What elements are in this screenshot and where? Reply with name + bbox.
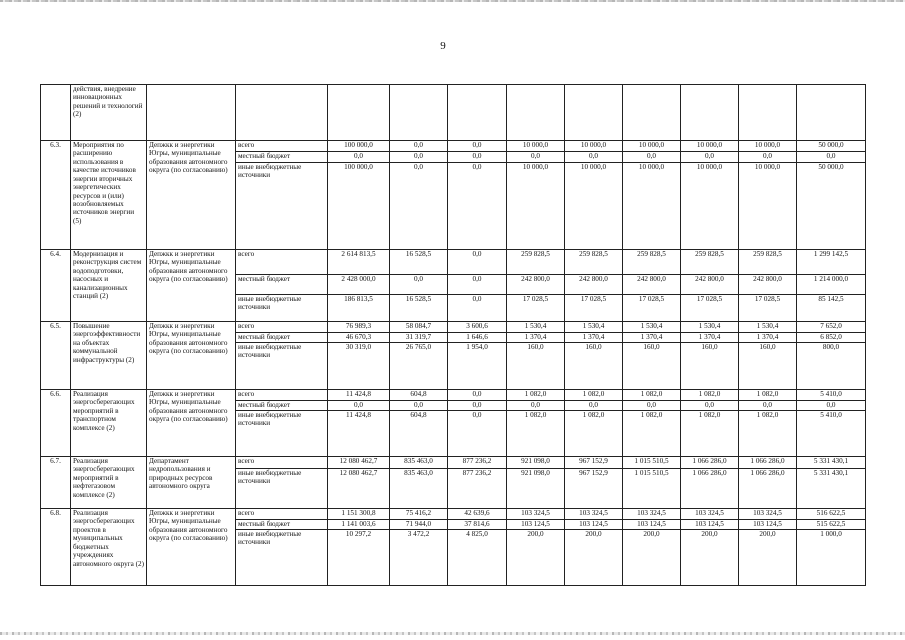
funding-source: иные внебюджетные источники — [236, 530, 328, 586]
amount-cell: 1 214 000,0 — [797, 275, 866, 295]
amount-cell: 515 622,5 — [797, 520, 866, 530]
amount-cell: 0,0 — [739, 152, 797, 163]
amount-cell: 1 015 510,5 — [623, 469, 681, 509]
measure-name: Реализация энергосберегающих проектов в муниципальных бюджетных учреждениях автономного округа (2) — [71, 509, 147, 586]
amount-cell: 242 800,0 — [507, 275, 565, 295]
executor — [147, 85, 236, 141]
amount-cell: 0,0 — [565, 401, 623, 411]
amount-cell: 160,0 — [507, 343, 565, 390]
amount-cell: 37 814,6 — [448, 520, 507, 530]
amount-cell: 259 828,5 — [623, 250, 681, 275]
amount-cell: 10 000,0 — [739, 141, 797, 152]
amount-cell: 42 639,6 — [448, 509, 507, 520]
amount-cell: 1 082,0 — [565, 390, 623, 401]
funding-source: всего — [236, 322, 328, 333]
table-row — [41, 141, 866, 152]
amount-cell: 103 124,5 — [507, 520, 565, 530]
amount-cell: 100 000,0 — [328, 141, 390, 152]
amount-cell: 200,0 — [507, 530, 565, 586]
amount-cell: 1 000,0 — [797, 530, 866, 586]
measure-name: Мероприятия по расширению использования в качестве источников энергии вторичных энергетических ресурсов и (или) возобновляемых источников энергии (5) — [71, 141, 147, 250]
amount-cell: 76 989,3 — [328, 322, 390, 333]
table-row — [41, 250, 866, 275]
amount-cell: 835 463,0 — [390, 457, 448, 469]
amount-cell: 1 082,0 — [507, 411, 565, 457]
amount-cell: 103 324,5 — [739, 509, 797, 520]
amount-cell: 10 000,0 — [739, 163, 797, 250]
amount-cell: 17 028,5 — [623, 295, 681, 322]
amount-cell: 0,0 — [390, 141, 448, 152]
amount-cell — [681, 85, 739, 141]
amount-cell: 2 614 813,5 — [328, 250, 390, 275]
scan-edge-bottom — [0, 632, 905, 635]
amount-cell: 1 954,0 — [448, 343, 507, 390]
amount-cell: 1 299 142,5 — [797, 250, 866, 275]
amount-cell: 85 142,5 — [797, 295, 866, 322]
amount-cell: 0,0 — [623, 152, 681, 163]
amount-cell: 1 370,4 — [507, 333, 565, 343]
amount-cell: 259 828,5 — [565, 250, 623, 275]
funding-source: всего — [236, 141, 328, 152]
amount-cell: 103 324,5 — [565, 509, 623, 520]
amount-cell: 103 124,5 — [623, 520, 681, 530]
amount-cell: 921 098,0 — [507, 469, 565, 509]
amount-cell: 75 416,2 — [390, 509, 448, 520]
amount-cell: 10 000,0 — [681, 141, 739, 152]
amount-cell: 103 324,5 — [507, 509, 565, 520]
amount-cell: 71 944,0 — [390, 520, 448, 530]
amount-cell: 1 530,4 — [739, 322, 797, 333]
amount-cell: 0,0 — [623, 401, 681, 411]
amount-cell: 103 324,5 — [623, 509, 681, 520]
amount-cell: 5 410,0 — [797, 411, 866, 457]
amount-cell: 17 028,5 — [681, 295, 739, 322]
amount-cell: 160,0 — [739, 343, 797, 390]
amount-cell: 0,0 — [739, 401, 797, 411]
amount-cell: 0,0 — [681, 401, 739, 411]
item-number — [41, 85, 71, 141]
table-row — [41, 322, 866, 333]
amount-cell: 16 528,5 — [390, 250, 448, 275]
amount-cell: 1 370,4 — [623, 333, 681, 343]
funding-source: всего — [236, 457, 328, 469]
amount-cell: 1 370,4 — [681, 333, 739, 343]
amount-cell: 0,0 — [797, 152, 866, 163]
amount-cell: 516 622,5 — [797, 509, 866, 520]
amount-cell: 30 319,0 — [328, 343, 390, 390]
amount-cell: 0,0 — [390, 163, 448, 250]
amount-cell: 877 236,2 — [448, 457, 507, 469]
amount-cell: 967 152,9 — [565, 457, 623, 469]
amount-cell: 103 124,5 — [565, 520, 623, 530]
amount-cell: 800,0 — [797, 343, 866, 390]
item-number: 6.5. — [41, 322, 71, 390]
measure-name: Модернизация и реконструкция систем водоподготовки, насосных и канализационных станций (2) — [71, 250, 147, 322]
funding-source: всего — [236, 250, 328, 275]
amount-cell: 0,0 — [507, 401, 565, 411]
amount-cell: 5 410,0 — [797, 390, 866, 401]
funding-source: местный бюджет — [236, 275, 328, 295]
amount-cell: 200,0 — [623, 530, 681, 586]
measure-name: Реализация энергосберегающих мероприятий в транспортном комплексе (2) — [71, 390, 147, 457]
amount-cell: 1 082,0 — [623, 411, 681, 457]
amount-cell: 11 424,8 — [328, 411, 390, 457]
amount-cell: 1 530,4 — [507, 322, 565, 333]
amount-cell: 0,0 — [448, 163, 507, 250]
funding-source — [236, 85, 328, 141]
amount-cell: 1 082,0 — [681, 390, 739, 401]
amount-cell — [448, 85, 507, 141]
amount-cell: 5 331 430,1 — [797, 469, 866, 509]
amount-cell: 200,0 — [739, 530, 797, 586]
amount-cell: 242 800,0 — [565, 275, 623, 295]
amount-cell: 10 000,0 — [623, 163, 681, 250]
amount-cell: 0,0 — [448, 250, 507, 275]
amount-cell: 1 141 003,6 — [328, 520, 390, 530]
table-row — [41, 85, 866, 141]
amount-cell: 0,0 — [448, 295, 507, 322]
executor: Депжкк и энергетики Югры, муниципальные образования автономного округа (по согласованию) — [147, 509, 236, 586]
executor: Депжкк и энергетики Югры, муниципальные образования автономного округа (по согласованию) — [147, 390, 236, 457]
amount-cell: 1 082,0 — [623, 390, 681, 401]
amount-cell: 50 000,0 — [797, 163, 866, 250]
amount-cell: 31 319,7 — [390, 333, 448, 343]
funding-source: иные внебюджетные источники — [236, 411, 328, 457]
amount-cell — [390, 85, 448, 141]
funding-source: иные внебюджетные источники — [236, 295, 328, 322]
amount-cell: 1 370,4 — [739, 333, 797, 343]
amount-cell: 10 000,0 — [507, 163, 565, 250]
amount-cell: 17 028,5 — [507, 295, 565, 322]
amount-cell: 103 324,5 — [681, 509, 739, 520]
amount-cell: 0,0 — [681, 152, 739, 163]
item-number: 6.3. — [41, 141, 71, 250]
amount-cell: 0,0 — [448, 152, 507, 163]
amount-cell: 604,8 — [390, 390, 448, 401]
amount-cell — [507, 85, 565, 141]
amount-cell: 12 080 462,7 — [328, 469, 390, 509]
amount-cell: 1 082,0 — [739, 390, 797, 401]
amount-cell — [623, 85, 681, 141]
amount-cell: 877 236,2 — [448, 469, 507, 509]
amount-cell: 3 600,6 — [448, 322, 507, 333]
item-number: 6.4. — [41, 250, 71, 322]
amount-cell: 1 646,6 — [448, 333, 507, 343]
amount-cell: 0,0 — [448, 390, 507, 401]
amount-cell: 1 015 510,5 — [623, 457, 681, 469]
amount-cell: 17 028,5 — [565, 295, 623, 322]
table-row — [41, 509, 866, 520]
page-number: 9 — [440, 40, 446, 52]
amount-cell: 0,0 — [390, 401, 448, 411]
amount-cell: 16 528,5 — [390, 295, 448, 322]
amount-cell: 100 000,0 — [328, 163, 390, 250]
funding-source: местный бюджет — [236, 152, 328, 163]
amount-cell: 5 331 430,1 — [797, 457, 866, 469]
amount-cell — [565, 85, 623, 141]
amount-cell: 0,0 — [448, 411, 507, 457]
amount-cell: 10 000,0 — [507, 141, 565, 152]
amount-cell: 1 066 286,0 — [739, 469, 797, 509]
amount-cell: 4 825,0 — [448, 530, 507, 586]
amount-cell — [797, 85, 866, 141]
amount-cell: 200,0 — [565, 530, 623, 586]
amount-cell: 259 828,5 — [739, 250, 797, 275]
amount-cell: 835 463,0 — [390, 469, 448, 509]
amount-cell: 1 530,4 — [565, 322, 623, 333]
funding-source: всего — [236, 390, 328, 401]
measure-name: действия, внедрение инновационных решений и технологий (2) — [71, 85, 147, 141]
amount-cell — [328, 85, 390, 141]
amount-cell: 3 472,2 — [390, 530, 448, 586]
funding-source: местный бюджет — [236, 401, 328, 411]
amount-cell: 160,0 — [623, 343, 681, 390]
amount-cell: 0,0 — [328, 401, 390, 411]
table-row — [41, 457, 866, 469]
amount-cell: 10 297,2 — [328, 530, 390, 586]
amount-cell: 1 066 286,0 — [681, 469, 739, 509]
amount-cell: 10 000,0 — [565, 141, 623, 152]
amount-cell: 17 028,5 — [739, 295, 797, 322]
funding-source: иные внебюджетные источники — [236, 343, 328, 390]
executor: Депжкк и энергетики Югры, муниципальные образования автономного округа (по согласованию) — [147, 250, 236, 322]
funding-source: местный бюджет — [236, 520, 328, 530]
amount-cell: 1 082,0 — [565, 411, 623, 457]
amount-cell: 0,0 — [448, 141, 507, 152]
amount-cell: 26 765,0 — [390, 343, 448, 390]
amount-cell: 1 530,4 — [623, 322, 681, 333]
amount-cell: 200,0 — [681, 530, 739, 586]
amount-cell: 0,0 — [448, 275, 507, 295]
amount-cell: 921 098,0 — [507, 457, 565, 469]
funding-source: местный бюджет — [236, 333, 328, 343]
amount-cell: 12 080 462,7 — [328, 457, 390, 469]
amount-cell: 242 800,0 — [681, 275, 739, 295]
amount-cell: 7 652,0 — [797, 322, 866, 333]
amount-cell — [739, 85, 797, 141]
amount-cell: 10 000,0 — [623, 141, 681, 152]
amount-cell: 259 828,5 — [507, 250, 565, 275]
amount-cell: 1 066 286,0 — [681, 457, 739, 469]
amount-cell: 0,0 — [797, 401, 866, 411]
amount-cell: 0,0 — [448, 401, 507, 411]
amount-cell: 58 084,7 — [390, 322, 448, 333]
funding-source: иные внебюджетные источники — [236, 469, 328, 509]
amount-cell: 103 124,5 — [681, 520, 739, 530]
amount-cell: 1 151 300,8 — [328, 509, 390, 520]
amount-cell: 967 152,9 — [565, 469, 623, 509]
amount-cell: 1 066 286,0 — [739, 457, 797, 469]
amount-cell: 1 082,0 — [739, 411, 797, 457]
funding-source: всего — [236, 509, 328, 520]
table-row — [41, 390, 866, 401]
amount-cell: 0,0 — [507, 152, 565, 163]
amount-cell: 11 424,8 — [328, 390, 390, 401]
amount-cell: 0,0 — [328, 152, 390, 163]
amount-cell: 1 082,0 — [681, 411, 739, 457]
amount-cell: 6 852,0 — [797, 333, 866, 343]
amount-cell: 0,0 — [390, 152, 448, 163]
executor: Депжкк и энергетики Югры, муниципальные образования автономного округа (по согласованию) — [147, 322, 236, 390]
amount-cell: 2 428 000,0 — [328, 275, 390, 295]
amount-cell: 1 082,0 — [507, 390, 565, 401]
amount-cell: 0,0 — [390, 275, 448, 295]
amount-cell: 160,0 — [681, 343, 739, 390]
amount-cell: 242 800,0 — [739, 275, 797, 295]
financing-table — [40, 84, 866, 586]
amount-cell: 50 000,0 — [797, 141, 866, 152]
item-number: 6.8. — [41, 509, 71, 586]
item-number: 6.7. — [41, 457, 71, 509]
amount-cell: 160,0 — [565, 343, 623, 390]
executor: Депжкк и энергетики Югры, муниципальные образования автономного округа (по согласованию) — [147, 141, 236, 250]
amount-cell: 0,0 — [565, 152, 623, 163]
amount-cell: 103 124,5 — [739, 520, 797, 530]
item-number: 6.6. — [41, 390, 71, 457]
amount-cell: 259 828,5 — [681, 250, 739, 275]
amount-cell: 604,8 — [390, 411, 448, 457]
amount-cell: 1 530,4 — [681, 322, 739, 333]
executor: Департамент недропользования и природных ресурсов автономного округа — [147, 457, 236, 509]
scan-edge-top — [0, 0, 905, 2]
amount-cell: 10 000,0 — [681, 163, 739, 250]
funding-source: иные внебюджетные источники — [236, 163, 328, 250]
measure-name: Реализация энергосберегающих мероприятий в нефтегазовом комплексе (2) — [71, 457, 147, 509]
amount-cell: 1 370,4 — [565, 333, 623, 343]
amount-cell: 46 670,3 — [328, 333, 390, 343]
amount-cell: 186 813,5 — [328, 295, 390, 322]
amount-cell: 242 800,0 — [623, 275, 681, 295]
amount-cell: 10 000,0 — [565, 163, 623, 250]
measure-name: Повышение энергоэффективности на объектах коммунальной инфраструктуры (2) — [71, 322, 147, 390]
